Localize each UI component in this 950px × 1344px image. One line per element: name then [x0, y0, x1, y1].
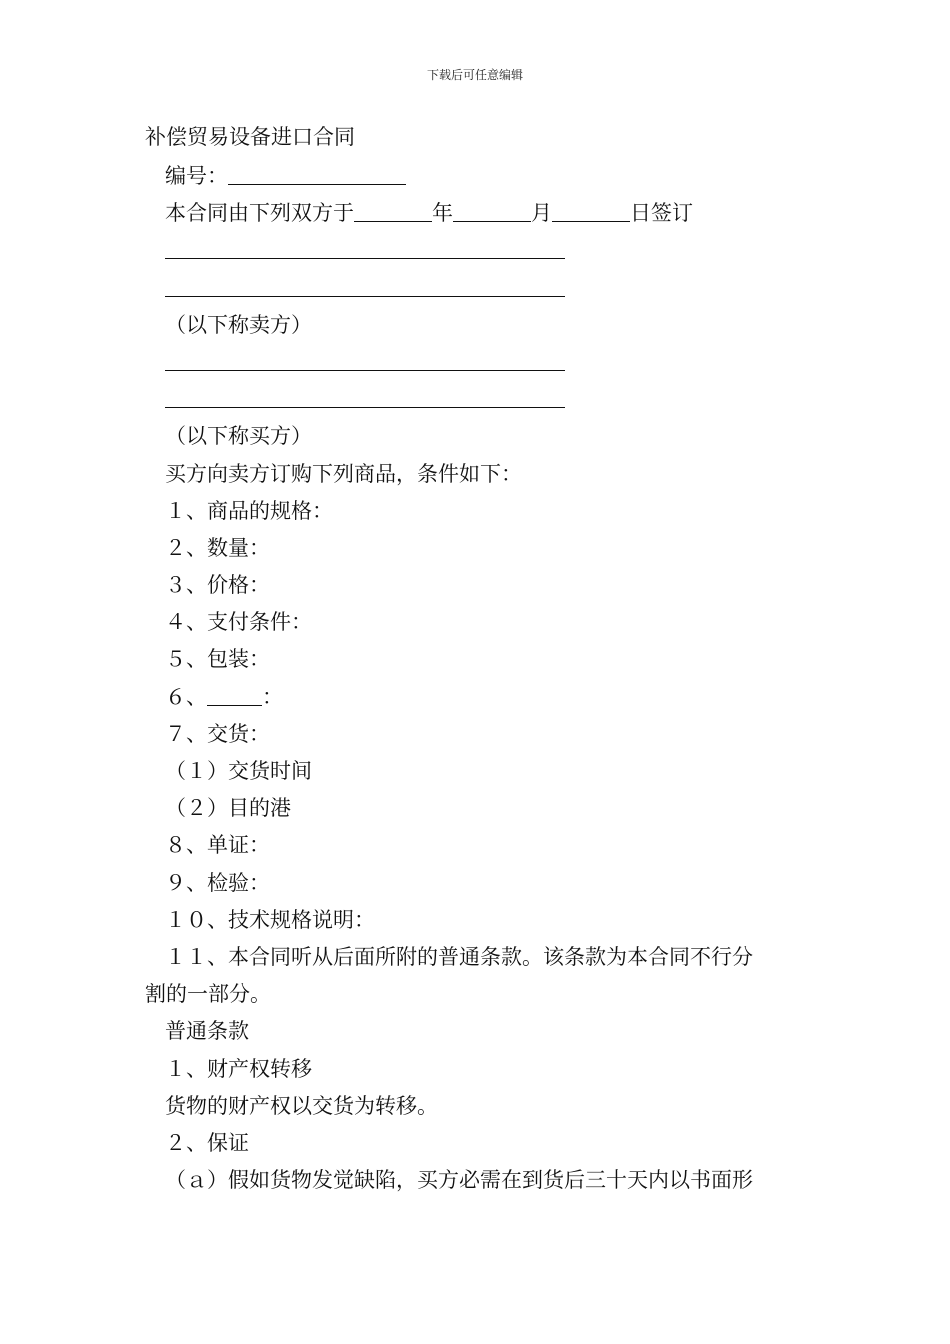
clause-8 — [145, 827, 810, 864]
clause-text: 交货： — [207, 721, 270, 746]
clause-3 — [145, 567, 810, 604]
general-term-2 — [145, 1125, 810, 1162]
clause-text: 交货时间 — [228, 759, 312, 783]
clause-number: （ａ） — [165, 1168, 228, 1193]
general-terms-heading: 普通条款 — [165, 1019, 249, 1044]
buyer-blank-line-1 — [145, 344, 810, 381]
document-title: 补偿贸易设备进口合同 — [145, 125, 355, 149]
clause-2 — [145, 530, 810, 567]
clause-text: 财产权转移 — [207, 1056, 312, 1081]
clause-number: ２、 — [165, 1130, 207, 1155]
clause-number: １、 — [165, 1056, 207, 1081]
clause-number: １０、 — [165, 907, 228, 932]
clause-11-continued: 割的一部分。 — [145, 982, 271, 1007]
clause-text: 包装： — [207, 647, 270, 672]
seller-blank-line-2 — [145, 270, 810, 307]
clause-number: ３、 — [165, 573, 207, 598]
signing-date-line — [145, 195, 810, 232]
clause-6-blank — [207, 683, 262, 706]
subclause-7-1 — [145, 753, 810, 790]
clause-7 — [145, 716, 810, 753]
clause-number: ２、 — [165, 535, 207, 560]
clause-number: ６、 — [165, 684, 207, 709]
clause-text: 支付条件： — [207, 610, 312, 635]
month-label: 月 — [531, 201, 552, 226]
clause-number: ９、 — [165, 870, 207, 895]
clause-text: 检验： — [207, 870, 270, 895]
clause-text: 本合同听从后面所附的普通条款。该条款为本合同不行分 — [228, 944, 753, 969]
seller-blank-line-1 — [145, 232, 810, 269]
clause-number: （１） — [165, 759, 228, 783]
day-blank — [552, 199, 630, 222]
clause-10 — [145, 902, 810, 939]
clause-number: （２） — [165, 796, 228, 821]
clause-text: 单证： — [207, 833, 270, 858]
clause-text: 目的港 — [228, 796, 291, 821]
document-body — [145, 158, 810, 1199]
clause-text: 假如货物发觉缺陷，买方必需在到货后三十天内以书面形 — [228, 1168, 753, 1193]
page-header-note: 下载后可任意编辑 — [426, 68, 523, 82]
contract-number-line — [145, 158, 810, 195]
seller-address-blank — [165, 274, 565, 297]
clause-1 — [145, 493, 810, 530]
clause-text: 商品的规格： — [207, 498, 333, 523]
buyer-name-blank — [165, 348, 565, 371]
clause-5 — [145, 641, 810, 678]
year-label: 年 — [432, 201, 453, 226]
clause-number: １、 — [165, 498, 207, 523]
general-term-1-body: 货物的财产权以交货为转移。 — [165, 1093, 438, 1118]
general-term-1 — [145, 1051, 810, 1088]
signing-suffix: 日签订 — [630, 201, 693, 226]
contract-number-label: 编号： — [165, 164, 228, 188]
year-blank — [354, 199, 432, 222]
buyer-blank-line-2 — [145, 381, 810, 418]
subclause-7-2 — [145, 790, 810, 827]
seller-note: （以下称卖方） — [165, 312, 312, 337]
clause-6 — [145, 679, 810, 716]
clause-11 — [145, 939, 810, 976]
buyer-note: （以下称买方） — [165, 424, 312, 449]
clause-4 — [145, 604, 810, 641]
month-blank — [453, 199, 531, 222]
clause-number: ７、 — [165, 721, 207, 746]
clause-9 — [145, 865, 810, 902]
clause-text: 技术规格说明： — [228, 907, 375, 932]
clause-text: 数量： — [207, 535, 270, 560]
clause-number: ８、 — [165, 833, 207, 858]
general-term-2a — [145, 1162, 810, 1199]
order-intro: 买方向卖方订购下列商品，条件如下： — [165, 461, 522, 486]
clause-number: ４、 — [165, 610, 207, 635]
clause-text: ： — [262, 684, 283, 709]
clause-text: 价格： — [207, 573, 270, 598]
contract-number-blank — [228, 162, 406, 185]
buyer-address-blank — [165, 385, 565, 408]
clause-number: １１、 — [165, 944, 228, 969]
clause-text: 保证 — [207, 1130, 249, 1155]
signing-prefix: 本合同由下列双方于 — [165, 201, 354, 226]
clause-number: ５、 — [165, 647, 207, 672]
seller-name-blank — [165, 236, 565, 259]
